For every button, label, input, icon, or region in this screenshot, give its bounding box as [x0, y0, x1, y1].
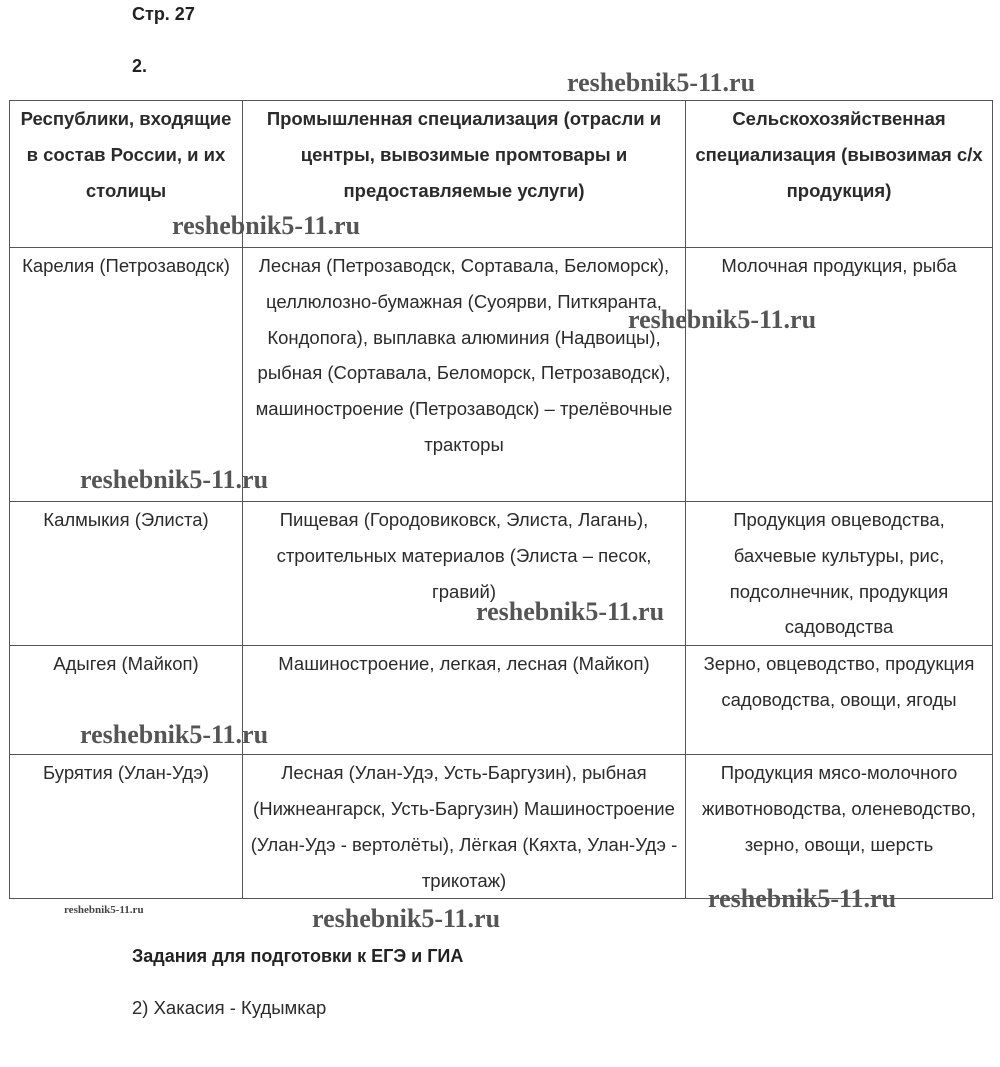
cell-industry: Пищевая (Городовиковск, Элиста, Лагань), строительных материалов (Элиста – песок, гравий)	[243, 502, 686, 646]
watermark: reshebnik5-11.ru	[80, 720, 269, 749]
ege-answer: 2) Хакасия - Кудымкар	[132, 997, 327, 1018]
header-republics: Республики, входящие в состав России, и их столицы	[10, 101, 243, 248]
cell-republic: Карелия (Петрозаводск)	[10, 248, 243, 502]
watermark: reshebnik5-11.ru	[708, 884, 897, 913]
watermark: reshebnik5-11.ru	[80, 465, 269, 494]
table-row	[10, 755, 993, 899]
header-industry: Промышленная специализация (отрасли и центры, вывозимые промтовары и предоставляемые услуги)	[243, 101, 686, 248]
page-label: Стр. 27	[132, 4, 195, 24]
table-row	[10, 248, 993, 502]
cell-agriculture: Молочная продукция, рыба	[686, 248, 993, 502]
cell-agriculture: Продукция овцеводства, бахчевые культуры, рис, подсолнечник, продукция садоводства	[686, 502, 993, 646]
ege-heading: Задания для подготовки к ЕГЭ и ГИА	[132, 946, 464, 966]
cell-agriculture: Продукция мясо-молочного животноводства, оленеводство, зерно, овощи, шерсть	[686, 755, 993, 899]
republics-table	[9, 100, 993, 899]
cell-agriculture: Зерно, овцеводство, продукция садоводства, овощи, ягоды	[686, 646, 993, 755]
watermark: reshebnik5-11.ru	[476, 597, 665, 626]
watermark: reshebnik5-11.ru	[628, 305, 817, 334]
watermark: reshebnik5-11.ru	[567, 68, 756, 97]
watermark-small: reshebnik5-11.ru	[64, 904, 144, 916]
watermark: reshebnik5-11.ru	[312, 904, 501, 933]
cell-republic: Калмыкия (Элиста)	[10, 502, 243, 646]
cell-republic: Адыгея (Майкоп)	[10, 646, 243, 755]
cell-industry: Лесная (Улан-Удэ, Усть-Баргузин), рыбная (Нижнеангарск, Усть-Баргузин) Машиностроение (Улан-Удэ - вертолёты), Лёгкая (Кяхта, Улан-Удэ - трикотаж)	[243, 755, 686, 899]
task-number: 2.	[132, 56, 148, 76]
cell-republic: Бурятия (Улан-Удэ)	[10, 755, 243, 899]
cell-industry: Машиностроение, легкая, лесная (Майкоп)	[243, 646, 686, 755]
cell-industry: Лесная (Петрозаводск, Сортавала, Беломорск), целлюлозно-бумажная (Суоярви, Питкяранта, Кондопога), выплавка алюминия (Надвоицы), рыбная (Сортавала, Беломорск, Петрозаводск), машиностроение (Петрозаводск) – трелёвочные тракторы	[243, 248, 686, 502]
header-agriculture: Сельскохозяйственная специализация (вывозимая с/х продукция)	[686, 101, 993, 248]
table-header-row	[10, 101, 993, 248]
watermark: reshebnik5-11.ru	[172, 211, 361, 240]
